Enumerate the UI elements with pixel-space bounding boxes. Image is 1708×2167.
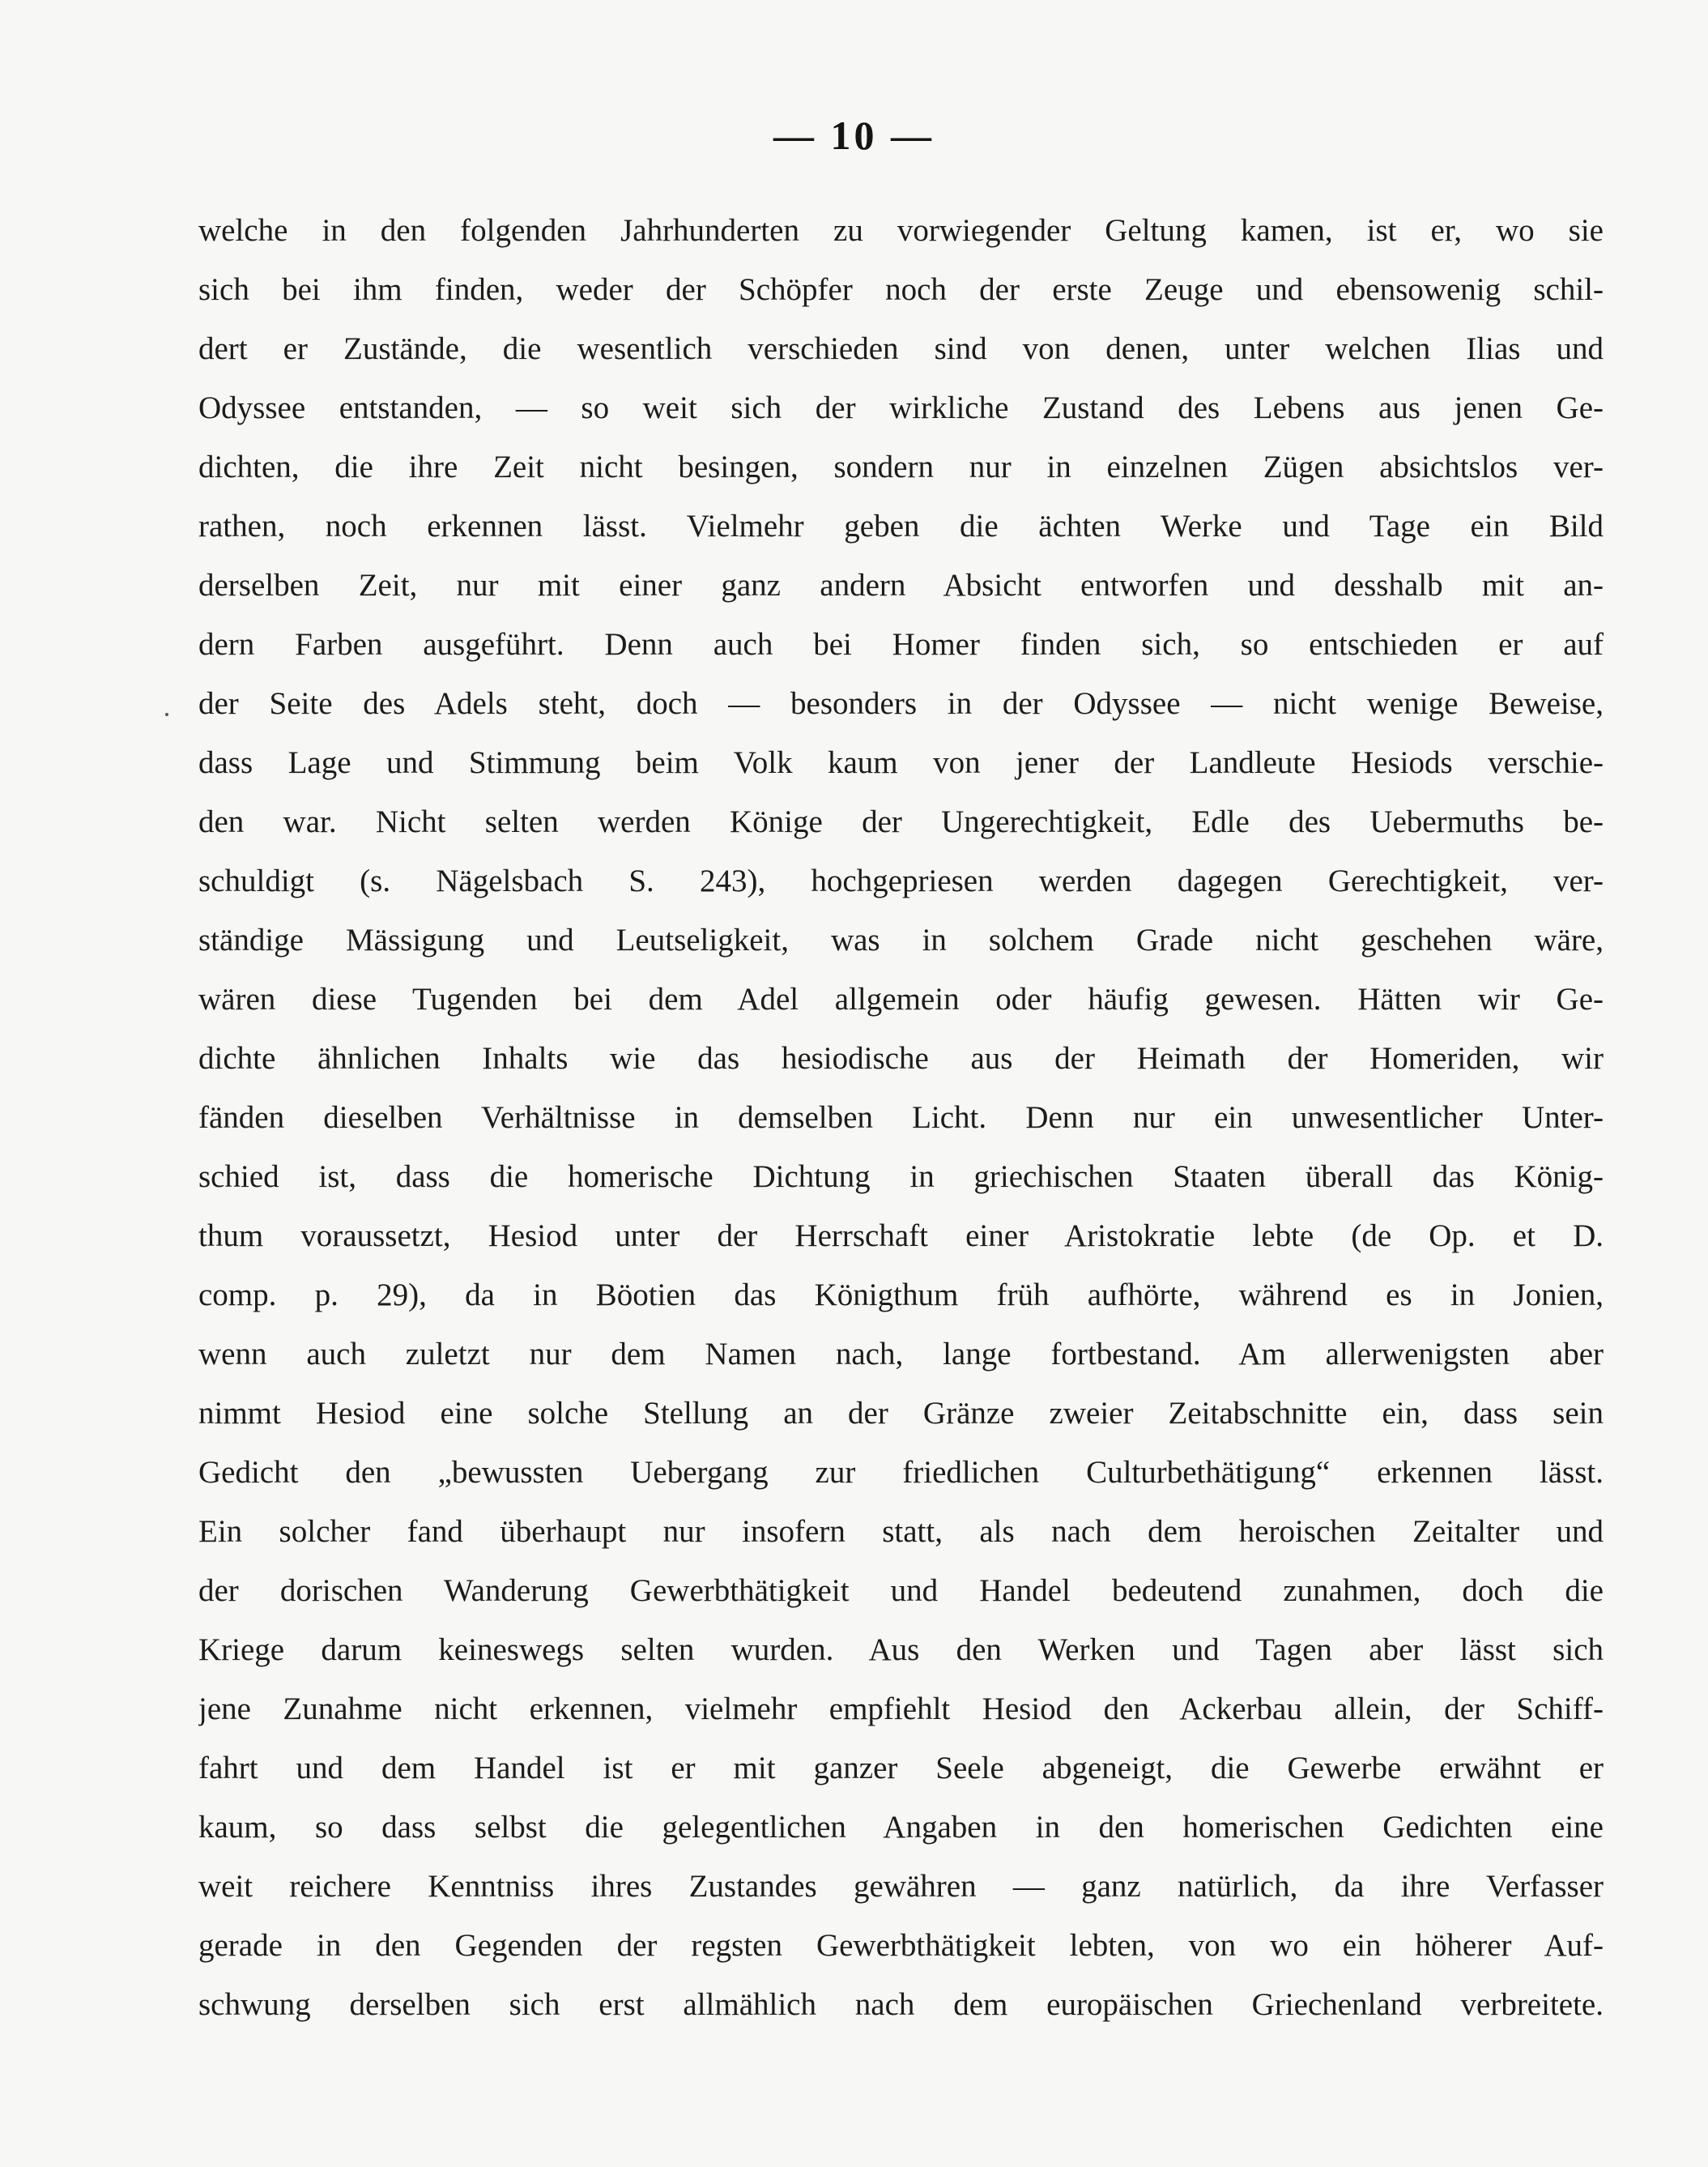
text-line: fahrt und dem Handel ist er mit ganzer Seele abgeneigt, die Gewerbe erwähnt er: [198, 1751, 1604, 1785]
text-line: rathen, noch erkennen lässt. Vielmehr geben die ächten Werke und Tage ein Bild: [198, 509, 1604, 544]
text-line: gerade in den Gegenden der regsten Gewerbthätigkeit lebten, von wo ein höherer Auf-: [198, 1928, 1604, 1963]
text-line: Odyssee entstanden, — so weit sich der wirkliche Zustand des Lebens aus jenen Ge-: [198, 390, 1604, 425]
text-line: thum voraussetzt, Hesiod unter der Herrschaft einer Aristokratie lebte (de Op. et D.: [198, 1218, 1604, 1253]
text-line: dichte ähnlichen Inhalts wie das hesiodische aus der Heimath der Homeriden, wir: [198, 1041, 1604, 1076]
text-line: der dorischen Wanderung Gewerbthätigkeit und Handel bedeutend zunahmen, doch die: [198, 1573, 1604, 1608]
text-line: ständige Mässigung und Leutseligkeit, was in solchem Grade nicht geschehen wäre,: [198, 923, 1604, 958]
text-line: weit reichere Kenntniss ihres Zustandes gewähren — ganz natürlich, da ihre Verfasser: [198, 1869, 1604, 1904]
text-line: den war. Nicht selten werden Könige der Ungerechtigkeit, Edle des Uebermuths be-: [198, 804, 1604, 839]
page-number: — 10 —: [773, 113, 935, 158]
text-line: kaum, so dass selbst die gelegentlichen Angaben in den homerischen Gedichten eine: [198, 1810, 1604, 1845]
text-line: wenn auch zuletzt nur dem Namen nach, lange fortbestand. Am allerwenigsten aber: [198, 1337, 1604, 1371]
text-line: jene Zunahme nicht erkennen, vielmehr empfiehlt Hesiod den Ackerbau allein, der Schiff-: [198, 1691, 1604, 1726]
body-text: [198, 201, 1604, 2034]
text-line: der Seite des Adels steht, doch — besonders in der Odyssee — nicht wenige Beweise,: [198, 686, 1604, 721]
text-line: schwung derselben sich erst allmählich nach dem europäischen Griechenland verbreitete.: [198, 1987, 1604, 2022]
text-line: welche in den folgenden Jahrhunderten zu vorwiegender Geltung kamen, ist er, wo sie: [198, 213, 1604, 248]
text-line: schied ist, dass die homerische Dichtung in griechischen Staaten überall das König-: [198, 1159, 1604, 1194]
text-line: wären diese Tugenden bei dem Adel allgemein oder häufig gewesen. Hätten wir Ge-: [198, 982, 1604, 1017]
text-line: derselben Zeit, nur mit einer ganz andern Absicht entworfen und desshalb mit an-: [198, 568, 1604, 603]
text-line: dichten, die ihre Zeit nicht besingen, sondern nur in einzelnen Zügen absichtslos ver-: [198, 450, 1604, 484]
text-line: dass Lage und Stimmung beim Volk kaum von jener der Landleute Hesiods verschie-: [198, 745, 1604, 780]
text-line: sich bei ihm finden, weder der Schöpfer noch der erste Zeuge und ebensowenig schil-: [198, 272, 1604, 307]
ink-speck: [165, 713, 168, 716]
text-line: schuldigt (s. Nägelsbach S. 243), hochgepriesen werden dagegen Gerechtigkeit, ver-: [198, 864, 1604, 898]
text-line: Gedicht den „bewussten Uebergang zur friedlichen Culturbethätigung“ erkennen lässt.: [198, 1455, 1604, 1490]
text-line: dern Farben ausgeführt. Denn auch bei Homer finden sich, so entschieden er auf: [198, 627, 1604, 662]
text-line: Kriege darum keineswegs selten wurden. Aus den Werken und Tagen aber lässt sich: [198, 1632, 1604, 1667]
text-line: fänden dieselben Verhältnisse in demselben Licht. Denn nur ein unwesentlicher Unter-: [198, 1100, 1604, 1135]
text-line: Ein solcher fand überhaupt nur insofern statt, als nach dem heroischen Zeitalter und: [198, 1514, 1604, 1549]
text-line: comp. p. 29), da in Böotien das Königthum früh aufhörte, während es in Jonien,: [198, 1278, 1604, 1312]
text-line: nimmt Hesiod eine solche Stellung an der Gränze zweier Zeitabschnitte ein, dass sein: [198, 1396, 1604, 1431]
text-line: dert er Zustände, die wesentlich verschieden sind von denen, unter welchen Ilias und: [198, 331, 1604, 366]
